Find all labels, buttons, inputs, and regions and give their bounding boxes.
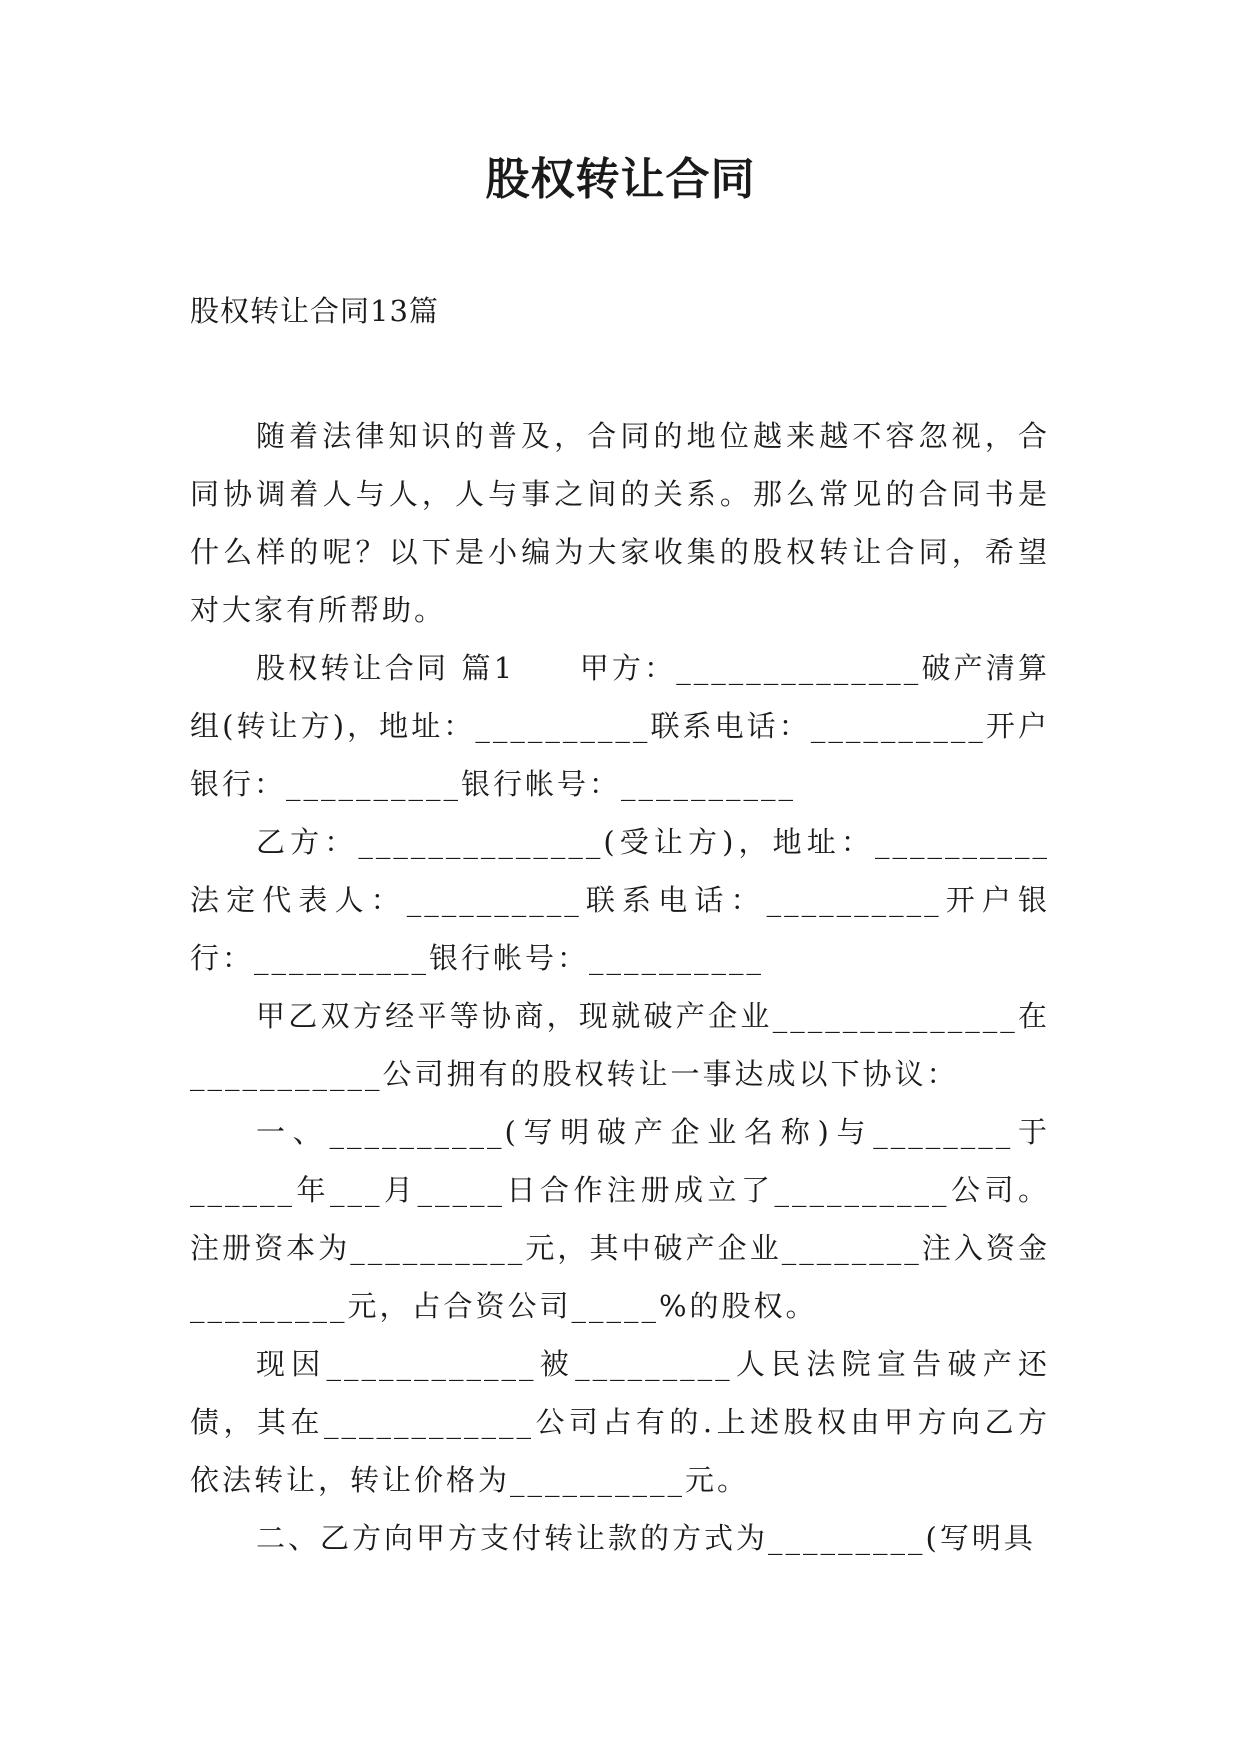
document-body: [190, 407, 1050, 1567]
document-subtitle: 股权转让合同13篇: [190, 294, 439, 328]
clause-1-paragraph: 一、__________(写明破产企业名称)与________于______年___月_____日合作注册成立了__________公司。注册资本为__________元，其中破产企业________注入资金_________元，占合资公司_____%的股权。: [190, 1115, 1050, 1323]
bankruptcy-paragraph: 现因____________被_________人民法院宣告破产还债，其在____________公司占有的.上述股权由甲方向乙方依法转让，转让价格为__________元。: [190, 1347, 1050, 1497]
party-b-paragraph: 乙方：______________(受让方)，地址：__________法定代表人：__________联系电话：__________开户银行：__________银行帐号：__________: [190, 825, 1050, 975]
intro-paragraph: 随着法律知识的普及，合同的地位越来越不容忽视，合同协调着人与人，人与事之间的关系。那么常见的合同书是什么样的呢？以下是小编为大家收集的股权转让合同，希望对大家有所帮助。: [190, 419, 1050, 627]
agreement-paragraph: 甲乙双方经平等协商，现就破产企业______________在___________公司拥有的股权转让一事达成以下协议：: [190, 999, 1050, 1091]
clause-2-paragraph: 二、乙方向甲方支付转让款的方式为_________(写明具: [256, 1521, 1036, 1555]
party-a-paragraph: 股权转让合同 篇1 甲方：______________破产清算组(转让方)，地址：__________联系电话：__________开户银行：__________银行帐号：__________: [190, 651, 1050, 801]
document-title: 股权转让合同: [485, 154, 756, 205]
